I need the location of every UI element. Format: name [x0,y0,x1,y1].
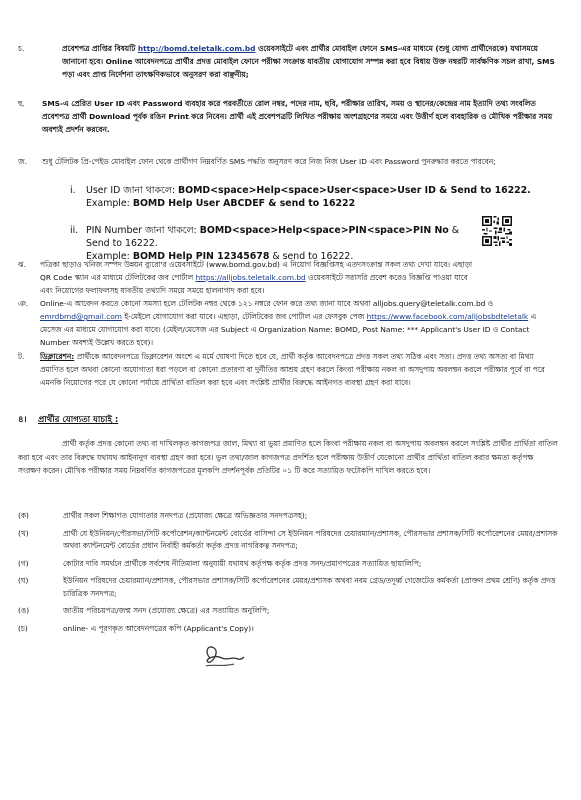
paragraph-admit-card-notice [62,42,558,81]
para-label-c: চ. [18,44,25,53]
declaration-heading: ডিক্লারেশন: [40,352,75,361]
sms-option-ii-example-label: Example: [86,251,133,262]
para-c-after: ওয়েবসাইটে এবং প্রার্থীর মোবাইল ফোনে SMS-এর মাধ্যমে (শুধু যোগ্য প্রার্থীদেরকে) যথাসময়ে জানানো হবে। Online আবেদনপত্রে প্রার্থীর প্রদত্ত মোবাইল ফোনে পরীক্ষা সংক্রান্ত যাবতীয় যোগাযোগ সম্পন্ন করা হবে বিধায় উক্ত নম্বরটি সার্বক্ষণিক সচল রাখা, SMS পড়া এবং প্রাপ্ত নির্দেশনা তাৎক্ষণিকভাবে অনুসরণ করা বাঞ্ছনীয়; [62,44,555,79]
sms-option-i-example-label: Example: [86,198,133,209]
list-item-text: জাতীয় পরিচয়পত্র/জন্ম সনদ (প্রযোজ্য ক্ষেত্রে) এর সত্যায়িত অনুলিপি; [63,606,270,615]
list-item [18,623,558,636]
facebook-page-link[interactable]: https://www.facebook.com/alljobsbdteletalk [366,312,529,321]
list-item [18,510,558,523]
document-list [18,510,558,635]
sms-option-ii-example: BOMD Help PIN 12345678 [132,251,270,262]
sms-option-i-command: BOMD<space>Help<space>User<space>User ID [177,185,436,196]
sms-option-i-pre: User ID জানা থাকলে: [86,185,178,196]
sms-option-ii-pre: PIN Number জানা থাকলে: [86,225,200,236]
section-number: ৪। [18,415,27,425]
para-label-ni: ঞ. [18,299,29,308]
paragraph-declaration [40,350,558,389]
sms-option-i-label: i. [70,185,76,196]
paragraph-website-notice [40,258,476,297]
list-item-label: (খ) [18,528,29,538]
sms-option-i-example-send: & send to 16222 [265,198,356,209]
sms-option-ii-label: ii. [70,225,79,236]
paragraph-user-id-password: SMS-এ প্রেরিত User ID এবং Password ব্যবহার করে পরবর্তীতে রোল নম্বর, পদের নাম, ছবি, পরীক্ষার তারিখ, সময় ও স্থানের/কেন্দ্রের নাম ইত্যাদি তথ্য সংবলিত প্রবেশপত্র প্রার্থী Download পূর্বক রঙিন Print করে নিবেন। প্রার্থী এই প্রবেশপত্রটি লিখিত পরীক্ষায় অংশগ্রহণের সময়ে এবং উত্তীর্ণ হলে ব্যবহারিক ও মৌখিক পরীক্ষার সময় অবশ্যই প্রদর্শন করবেন. [42,99,553,134]
para-ni-text3: এ মেসেজ এর মাধ্যমে যোগাযোগ করা যাবে। (মেইল/মেসেজ এর Subject এ Organization Name: BOMD, Post Name: *** Applicant's User ID ও Contact Number অবশ্যই উল্লেখ করতে হবে)। [40,312,537,347]
list-item-label: (গ) [18,558,29,568]
para-label-ta: ট. [18,352,25,361]
para-ni-text1: Online-এ আবেদন করতে কোনো সমস্যা হলে টেলিটক নম্বর থেকে ১২১ নম্বরে ফোন করে তথ্য জানা যাবে অথবা alljobs.query@teletalk.com.bd ও [40,299,494,308]
paragraph-recover-credentials: শুধু টেলিটক প্রি-পেইড মোবাইল ফোন থেকে প্রার্থীগণ নিম্নবর্ণিত SMS পদ্ধতি অনুসরণ করে নিজ নিজ User ID এবং Password পুনরুদ্ধার করতে পারবেন; [42,157,496,166]
para-c-before: প্রবেশপত্র প্রাপ্তির বিষয়টি [62,44,138,53]
sms-option-i-send: & Send to 16222. [435,185,531,196]
para-label-ja: জ. [18,157,27,166]
section-title: প্রার্থীর যোগ্যতা যাচাই : [38,415,119,425]
para-jha-text2: ওয়েবসাইটে সরাসরি প্রবেশ করেও বিজ্ঞপ্তি পাওয়া যাবে এবং নিয়োগের ফলাফলসহ যাবতীয় তথ্যাদি সময়ে সময়ে হালনাগাদ করা হবে। [40,273,468,295]
list-item-text: প্রার্থীর সকল শিক্ষাগত যোগ্যতার সনদপত্র (প্রযোজ্য ক্ষেত্রে অভিজ্ঞতার সনদপত্রসহ); [63,511,308,520]
list-item [18,605,558,618]
list-item-label: (ঙ) [18,606,30,615]
list-item-label: (চ) [18,623,28,633]
list-item [18,575,558,600]
sms-option-ii-send: & Send to 16222. [86,225,460,249]
list-item-text: কোটার দাবি সমর্থনে প্রার্থীকে সর্বশেষ নীতিমালা অনুযায়ী যথাযথ কর্তৃপক্ষ কর্তৃক প্রদত্ত সনদ/প্রমাণপত্রের সত্যায়িত ছায়ালিপি; [63,558,422,568]
section-body: প্রার্থী কর্তৃক প্রদত্ত কোনো তথ্য বা দাখিলকৃত কাগজপত্র জাল, মিথ্যা বা ভুয়া প্রমাণিত হলে কিংবা পরীক্ষায় নকল বা অসদুপায় অবলম্বন করলে সংশ্লিষ্ট প্রার্থীর প্রার্থিতা বাতিল করা হবে এবং তার বিরুদ্ধে যথাযথ আইনানুগ ব্যবস্থা গ্রহণ করা হবে। ভুল তথ্য/জাল কাগজপত্র প্রদর্শিত হলে পরীক্ষায় উত্তীর্ণ যেকোনো প্রার্থীর প্রার্থিতা বাতিল করার ক্ষমতা কর্তৃপক্ষ সংরক্ষণ করেন। মৌখিক পরীক্ষার সময় নিম্নবর্ণিত কাগজপত্রের মূলকপি প্রদর্শনপূর্বক প্রতিটির ০১ টি করে সত্যায়িত ফটোকপি দাখিল করতে হবে। [18,439,558,475]
qr-code-icon[interactable] [482,216,512,246]
signature-icon [200,642,246,672]
sms-option-i-example: BOMD Help User ABCDEF [132,198,266,209]
para-label-chha: ছ. [18,99,25,108]
list-item [18,528,558,553]
sms-option-i [86,184,556,210]
list-item-text: ইউনিয়ন পরিষদের চেয়ারম্যান/প্রশাসক, পৌরসভার প্রশাসক/সিটি কর্পোরেশনের মেয়র/প্রশাসক অথবা নবম গ্রেড/তদূর্ধ্ব গেজেটেড কর্মকর্তা (প্রাক্তন প্রথম শ্রেণি) কর্তৃক প্রদত্ত চারিত্রিক সনদপত্র; [63,576,556,598]
list-item-label: (ঘ) [18,576,29,585]
declaration-text: প্রার্থীকে আবেদনপত্রে ডিক্লারেশন অংশে এ মর্মে ঘোষণা দিতে হবে যে, প্রার্থী কর্তৃক আবেদনপত্রে প্রদত্ত সকল তথ্য সঠিক এবং সত্য। প্রদত্ত তথ্য অসত্য বা মিথ্যা প্রমাণিত হলে অথবা কোনো অযোগ্যতা ধরা পড়লে বা কোনো প্রতারণা বা দুর্নীতির আশ্রয় গ্রহণ করলে কিংবা পরীক্ষায় নকল বা অসদুপায় অবলম্বন করলে পরীক্ষার পূর্বে বা পরে এমনকি নিয়োগের পরে যে কোনো পর্যায়ে প্রার্থিতা বাতিল করা হবে এবং সংশ্লিষ্ট প্রার্থীর বিরুদ্ধে আইনগত ব্যবস্থা গ্রহণ করা যাবে। [40,352,545,387]
list-item-label: (ক) [18,511,29,520]
paragraph-online-help [40,297,558,349]
sms-option-ii-command: BOMD<space>Help<space>PIN<space>PIN No [199,225,449,236]
para-ni-text2: ই-মেইলে যোগাযোগ করা যাবে। এছাড়া, টেলিটকের জব পোর্টাল এর ফেসবুক পেজ [121,312,367,321]
bomd-teletalk-link[interactable]: http://bomd.teletalk.com.bd [137,44,256,53]
para-jha-text1: পত্রিকা ছাড়াও খনিজ সম্পদ উন্নয়ন ব্যুরো'র ওয়েবসাইটে (www.bomd.gov.bd) এ নিয়োগ বিজ্ঞপ্তিসহ এতদসংক্রান্ত সকল তথ্য দেখা যাবে। এছাড়া QR Code স্ক্যান এর মাধ্যমে টেলিটকের জব পোর্টাল [40,260,472,282]
support-email-link[interactable]: emrdbmd@gmail.com [40,312,122,321]
sms-option-ii-example-send: & send to 16222. [269,251,354,262]
list-item-text: প্রার্থী যে ইউনিয়ন/পৌরসভা/সিটি কর্পোরেশন/ক্যান্টনমেন্ট বোর্ডের বাসিন্দা সে ইউনিয়ন পরিষদের চেয়ারম্যান/প্রশাসক, পৌরসভার প্রশাসক/সিটি কর্পোরেশনের মেয়র/প্রশাসক অথবা ক্যান্টনমেন্ট বোর্ডের প্রধান নির্বাহী কর্মকর্তা কর্তৃক প্রদত্ত নাগরিকত্ব সনদপত্র; [63,528,558,550]
para-label-jha: ঝ. [18,260,26,269]
alljobs-teletalk-link[interactable]: https://alljobs.teletalk.com.bd [195,273,306,282]
list-item [18,558,558,571]
list-item-text: online- এ পূরণকৃত আবেদনপত্রের কপি (Applicant's Copy)। [63,623,254,633]
